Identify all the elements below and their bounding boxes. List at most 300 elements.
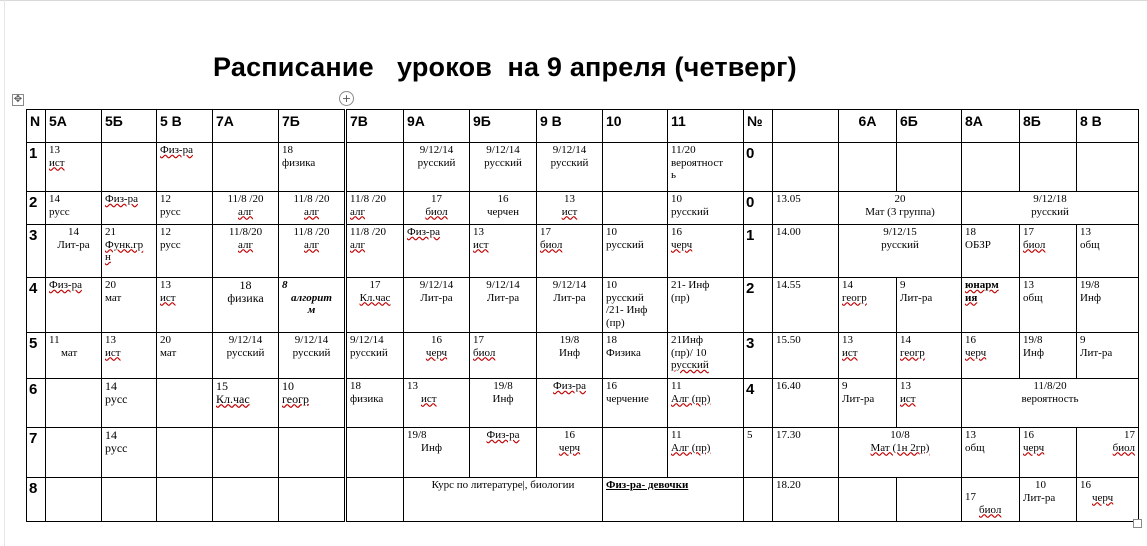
subject: ист <box>842 346 858 359</box>
lesson-number: 3 <box>27 225 46 278</box>
room: 12 <box>160 193 171 205</box>
cell-6a <box>839 478 897 522</box>
header-8v: 8 В <box>1077 110 1139 143</box>
cell-7a <box>213 143 279 192</box>
cell-7b <box>279 192 346 225</box>
cell-time: 13.05 <box>773 192 839 225</box>
subject: русс <box>160 238 181 251</box>
cell-8a <box>962 478 1020 522</box>
header-5a: 5А <box>46 110 102 143</box>
room: 20 <box>894 193 906 205</box>
header-5b: 5Б <box>102 110 157 143</box>
cell-6a <box>839 333 897 379</box>
lesson-row <box>27 379 1139 428</box>
room: 9 <box>1080 334 1086 346</box>
subject: Физика <box>606 346 641 359</box>
cell-9a <box>404 192 470 225</box>
subject: русс <box>160 205 181 218</box>
subject-cont: /21- Инф <box>606 304 648 316</box>
cell-5v <box>157 379 213 428</box>
cell-9b <box>470 333 537 379</box>
room: 17 <box>1124 429 1135 441</box>
cell-11 <box>668 278 744 333</box>
lesson-number: 6 <box>27 379 46 428</box>
subject: русский <box>226 346 265 359</box>
page-title: Расписание уроков на 9 апреля (четверг) <box>213 52 797 82</box>
room: 9/12/14 <box>486 279 520 291</box>
subject: биол <box>473 346 496 359</box>
room: 19/8 <box>493 380 513 392</box>
subject: черчение <box>606 392 649 405</box>
cell-time: 14.00 <box>773 225 839 278</box>
subject: общ <box>1080 238 1100 251</box>
cell-7v <box>346 379 404 428</box>
room: 13 <box>965 429 976 441</box>
cell-5v <box>157 143 213 192</box>
subject: алг <box>304 205 319 218</box>
lesson-row <box>27 428 1139 478</box>
subject: алг <box>304 238 319 251</box>
subject: Лит-ра <box>842 392 875 405</box>
subject: русс <box>105 391 128 406</box>
cell-7b <box>279 225 346 278</box>
room: 16 <box>671 226 682 238</box>
subject-cont: (пр) <box>606 316 625 329</box>
cell-5v <box>157 478 213 522</box>
header-11: 11 <box>668 110 744 143</box>
cell-6b <box>897 278 962 333</box>
cell-7v <box>346 225 404 278</box>
cell-7a <box>213 192 279 225</box>
room: 15 <box>216 379 228 393</box>
cell-7a <box>213 379 279 428</box>
room: 11/8/20 <box>228 226 263 238</box>
cell-9v <box>537 333 603 379</box>
subject: геогр <box>842 291 867 304</box>
room: 9/12/14 <box>552 144 587 156</box>
room: 14 <box>900 334 911 346</box>
lesson-row <box>27 192 1139 225</box>
cell-7v <box>346 428 404 478</box>
subject-cont: ия <box>965 291 978 304</box>
cell-8abv <box>962 192 1139 225</box>
cell-8b <box>1020 333 1077 379</box>
room: 16 <box>965 334 976 346</box>
cell-11 <box>668 428 744 478</box>
lesson-row <box>27 225 1139 278</box>
subject: ист <box>561 205 578 218</box>
add-column-icon[interactable]: + <box>339 91 354 106</box>
cell-5a <box>46 192 102 225</box>
room: 19/8 <box>1080 279 1100 291</box>
cell-6a <box>839 379 897 428</box>
room: 20 <box>105 279 116 291</box>
room: 19/8 <box>1023 334 1043 346</box>
subject: Инф <box>1023 346 1044 359</box>
subject: черч <box>558 441 581 454</box>
room: 16 <box>431 334 442 346</box>
lesson-row <box>27 278 1139 333</box>
subject: Инф <box>492 392 514 405</box>
cell-7v <box>346 333 404 379</box>
subject: Физ-ра <box>553 380 586 392</box>
cell-8v <box>1077 428 1139 478</box>
cell-9b <box>470 428 537 478</box>
room: 11/8 /20 <box>350 193 386 205</box>
subject: русс <box>49 205 70 218</box>
subject: русс <box>105 440 128 455</box>
header-8a: 8А <box>962 110 1020 143</box>
subject-cont: н <box>105 251 111 263</box>
cell-9v <box>537 192 603 225</box>
cell-time: 16.40 <box>773 379 839 428</box>
room: 13 <box>564 193 575 205</box>
subject: русский <box>484 156 522 169</box>
room: 13 <box>842 334 853 346</box>
room: 9/12/14 <box>419 279 454 291</box>
subject: черч <box>1092 491 1114 504</box>
subject: Инф <box>1080 291 1101 304</box>
cell-time: 14.55 <box>773 278 839 333</box>
cell-5b <box>102 333 157 379</box>
room: 9/12/14 <box>486 144 520 156</box>
header-time <box>773 110 839 143</box>
subject: Физ-ра <box>49 279 82 291</box>
cell-5b <box>102 478 157 522</box>
subject: ист <box>421 392 437 405</box>
cell-time: 15.50 <box>773 333 839 379</box>
subject: Физ-ра <box>105 193 138 205</box>
room: 13 <box>407 380 418 392</box>
table-resize-handle[interactable] <box>1133 519 1142 528</box>
subject: алг <box>238 238 253 251</box>
subject: алг <box>350 238 365 251</box>
lesson-number: 1 <box>27 143 46 192</box>
room: 16 <box>606 380 617 392</box>
cell-9b <box>470 379 537 428</box>
cell-9b <box>470 192 537 225</box>
cell-6ab <box>839 225 962 278</box>
lesson-number: 2 <box>27 192 46 225</box>
lesson-number-2: 1 <box>744 225 773 278</box>
cell-10 <box>603 379 668 428</box>
room: 21- Инф <box>671 279 710 291</box>
cell-6b <box>897 333 962 379</box>
cell-9v <box>537 379 603 428</box>
cell-7a <box>213 278 279 333</box>
header-num: N <box>27 110 46 143</box>
room: 8 <box>282 279 288 291</box>
subject: алг <box>238 205 253 218</box>
room: 18 <box>282 144 293 156</box>
room: 13 <box>105 334 116 346</box>
lesson-number: 4 <box>27 278 46 333</box>
lesson-row <box>27 333 1139 379</box>
subject: алгорит <box>291 291 332 304</box>
subject: вероятност <box>671 156 724 169</box>
room: 9/12/14 <box>419 144 454 156</box>
cell-5b <box>102 192 157 225</box>
cell-5a <box>46 379 102 428</box>
room: 11/20 <box>671 144 696 156</box>
subject: Физ-ра <box>486 429 520 441</box>
subject: мат <box>61 346 78 359</box>
room: 18 <box>350 380 361 392</box>
cell-8b <box>1020 478 1077 522</box>
subject: Лит-ра <box>486 291 520 304</box>
cell-6ab <box>839 192 962 225</box>
cell-9a <box>404 333 470 379</box>
subject: русский <box>1031 205 1069 218</box>
cell-8a <box>962 278 1020 333</box>
cell-10 <box>603 333 668 379</box>
room: 13 <box>160 279 171 291</box>
subject: Кл.час <box>216 391 250 406</box>
header-9b: 9Б <box>470 110 537 143</box>
subject: черч <box>965 346 987 359</box>
cell-8v <box>1077 478 1139 522</box>
lesson-number-2: 2 <box>744 278 773 333</box>
header-5v: 5 В <box>157 110 213 143</box>
subject-cont: м <box>307 304 316 316</box>
cell-5a <box>46 225 102 278</box>
lesson-number-2: 0 <box>744 192 773 225</box>
room: 14 <box>842 279 853 291</box>
cell-9b <box>470 278 537 333</box>
room: 18 <box>239 278 252 292</box>
lesson-number-2: 4 <box>744 379 773 428</box>
cell-11 <box>668 192 744 225</box>
subject: геогр <box>282 391 310 406</box>
cell-7a <box>213 333 279 379</box>
cell-8b <box>1020 225 1077 278</box>
subject: Мат (1н 2гр) <box>870 441 930 454</box>
cell-5a <box>46 143 102 192</box>
room: 10 <box>606 279 617 291</box>
cell-5b <box>102 225 157 278</box>
header-10: 10 <box>603 110 668 143</box>
lesson-number-2: 0 <box>744 143 773 192</box>
cell-10 <box>603 225 668 278</box>
cell-11 <box>668 225 744 278</box>
subject: (пр) <box>671 291 690 304</box>
subject: биол <box>979 503 1002 516</box>
page-left-edge <box>4 0 5 546</box>
cell-7b <box>279 333 346 379</box>
cell-7a <box>213 428 279 478</box>
cell-5v <box>157 428 213 478</box>
cell-6a <box>839 278 897 333</box>
course-text: Курс по литературе|, биологии <box>431 479 575 491</box>
subject: Лит-ра <box>553 291 586 304</box>
subject: Физ-ра <box>407 226 440 238</box>
subject: Лит-ра <box>900 291 933 304</box>
room: 9/12/14 <box>294 334 329 346</box>
table-move-handle-icon[interactable]: ✥ <box>13 94 23 105</box>
room: 18 <box>965 226 976 238</box>
cell-8v <box>1077 225 1139 278</box>
room: 16 <box>497 193 509 205</box>
cell-5a <box>46 478 102 522</box>
subject: Алг (пр) <box>671 392 711 405</box>
cell-5b <box>102 379 157 428</box>
subject: русский <box>606 238 644 251</box>
cell-8v <box>1077 333 1139 379</box>
header-7a: 7А <box>213 110 279 143</box>
cell-5v <box>157 278 213 333</box>
subject: биол <box>425 205 448 218</box>
room: 14 <box>105 428 117 442</box>
header-9a: 9А <box>404 110 470 143</box>
room: 14 <box>105 379 117 393</box>
cell-time: 18.20 <box>773 478 839 522</box>
room: 10 <box>671 193 682 205</box>
cell-10 <box>603 192 668 225</box>
cell-8b <box>1020 428 1077 478</box>
header-7b: 7Б <box>279 110 346 143</box>
room: 21 <box>105 226 116 238</box>
subject-cont: русский <box>671 359 709 371</box>
subject: физика <box>282 156 316 169</box>
cell-8abv <box>962 379 1139 428</box>
cell-5v <box>157 333 213 379</box>
room: 17 <box>540 226 551 238</box>
subject: мат <box>160 346 177 359</box>
room: 18 <box>606 334 617 346</box>
cell-7v <box>346 478 404 522</box>
subject: (пр)/ 10 <box>671 346 707 359</box>
subject: физика <box>350 392 384 405</box>
cell-8b <box>1020 278 1077 333</box>
room: 17 <box>369 279 381 291</box>
subject: русский <box>881 238 919 251</box>
room: 17 <box>1023 226 1034 238</box>
cell-8v <box>1077 278 1139 333</box>
subject: русский <box>606 291 644 304</box>
room: 21Инф <box>671 334 703 346</box>
cell-9b <box>470 143 537 192</box>
page-top-rule <box>0 0 1147 1</box>
subject: Алг (пр) <box>671 441 711 454</box>
cell-10 <box>603 278 668 333</box>
cell-9v <box>537 225 603 278</box>
cell-9v <box>537 428 603 478</box>
cell-5b <box>102 428 157 478</box>
cell-6b <box>897 143 962 192</box>
subject: русский <box>550 156 589 169</box>
room: 13 <box>1080 226 1091 238</box>
cell-6b <box>897 478 962 522</box>
cell-6ab <box>839 428 962 478</box>
lesson-row <box>27 478 1139 522</box>
cell-9a <box>404 225 470 278</box>
header-9v: 9 В <box>537 110 603 143</box>
cell-10 <box>603 143 668 192</box>
room: 16 <box>564 429 575 441</box>
room: 10/8 <box>890 429 910 441</box>
room: 11/8 /20 <box>227 193 264 205</box>
room: 9/12/18 <box>1033 193 1067 205</box>
header-8b: 8Б <box>1020 110 1077 143</box>
cell-7v <box>346 143 404 192</box>
subject: ист <box>105 346 121 359</box>
cell-6b <box>897 379 962 428</box>
cell-course <box>404 478 603 522</box>
lesson-number-2: 3 <box>744 333 773 379</box>
subject: Физ-ра <box>160 144 193 156</box>
cell-time <box>773 143 839 192</box>
subject: Кл.час <box>359 291 391 304</box>
subject: черч <box>425 346 448 359</box>
room: 11/8 /20 <box>293 193 330 205</box>
cell-7b <box>279 278 346 333</box>
subject: геогр <box>900 346 925 359</box>
room: 14 <box>68 226 79 238</box>
cell-9a <box>404 379 470 428</box>
subject: юнарм <box>965 279 999 291</box>
room: 11/8/20 <box>1033 380 1067 392</box>
subject: черч <box>671 238 693 251</box>
header-row <box>27 110 1139 143</box>
room: 16 <box>1023 429 1034 441</box>
cell-10 <box>603 428 668 478</box>
header-6b: 6Б <box>897 110 962 143</box>
room: 12 <box>160 226 171 238</box>
subject: ист <box>49 156 65 169</box>
subject: русский <box>671 205 709 218</box>
subject: черчен <box>487 205 519 218</box>
subject: Функ.гр <box>105 238 144 251</box>
cell-8a <box>962 428 1020 478</box>
cell-8a <box>962 333 1020 379</box>
room: 16 <box>1080 479 1091 491</box>
cell-7b <box>279 143 346 192</box>
subject: русский <box>350 346 388 359</box>
cell-time: 17.30 <box>773 428 839 478</box>
room: 10 <box>1035 479 1046 491</box>
lesson-number-2 <box>744 478 773 522</box>
room: 9/12/14 <box>350 334 384 346</box>
subject-cont: ь <box>671 169 677 181</box>
cell-8b <box>1020 143 1077 192</box>
room: 14 <box>49 193 60 205</box>
room: 10 <box>282 379 294 393</box>
room: 11 <box>49 334 60 346</box>
subject: Лит-ра <box>420 291 453 304</box>
cell-11 <box>668 333 744 379</box>
subject: биол <box>540 238 563 251</box>
header-6a: 6А <box>839 110 897 143</box>
cell-5b <box>102 143 157 192</box>
room: 11 <box>671 380 682 392</box>
subject: русский <box>292 346 331 359</box>
subject: биол <box>1023 238 1046 251</box>
schedule-table <box>26 109 1139 522</box>
cell-9a <box>404 143 470 192</box>
cell-9a <box>404 278 470 333</box>
cell-9b <box>470 225 537 278</box>
cell-7a <box>213 478 279 522</box>
room: 9/12/15 <box>883 226 917 238</box>
lesson-number: 7 <box>27 428 46 478</box>
subject: ист <box>160 291 176 304</box>
room: 17 <box>965 491 976 503</box>
subject: биол <box>1112 441 1135 454</box>
cell-8v <box>1077 143 1139 192</box>
room: 11/8 /20 <box>350 226 386 238</box>
subject: мат <box>105 291 122 304</box>
room: 9 <box>842 380 848 392</box>
